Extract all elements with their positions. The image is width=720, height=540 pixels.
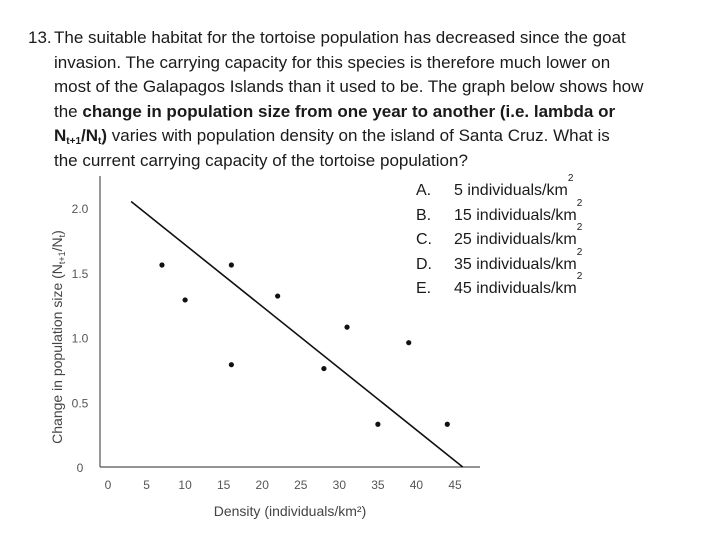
data-point: [321, 366, 326, 371]
data-point: [159, 262, 164, 267]
data-point: [275, 293, 280, 298]
x-tick-label: 15: [216, 478, 231, 492]
choice-e[interactable]: E. 45 individuals/km 2: [416, 271, 583, 297]
question-line-3: most of the Galapagos Islands than it used to be. The graph below shows how: [54, 77, 644, 96]
x-tick-label: 40: [409, 478, 424, 492]
x-tick-label: 45: [448, 478, 462, 492]
chart-marks: [131, 202, 463, 467]
question-line-4: the change in population size from one year to another (i.e. lambda or: [54, 101, 616, 121]
y-tick-label: 0.5: [71, 396, 89, 411]
data-point: [229, 262, 234, 267]
question-line-2: invasion. The carrying capacity for this species is therefore much lower on: [54, 52, 611, 72]
question-number: 13.: [28, 28, 52, 47]
x-tick-label: 10: [178, 478, 192, 492]
choice-c[interactable]: C. 25 individuals/km 2: [416, 222, 583, 248]
x-tick-label: 5: [143, 478, 150, 492]
x-axis-title: Density (individuals/km²): [213, 503, 367, 519]
x-tick-label: 20: [255, 478, 269, 492]
data-point: [229, 362, 234, 367]
data-point: [445, 422, 450, 427]
data-point: [183, 297, 188, 302]
data-point: [344, 325, 349, 330]
question-line-1: 13. The suitable habitat for the tortoise population has decreased since the goat: [28, 26, 698, 51]
choice-b[interactable]: B. 15 individuals/km 2: [416, 197, 583, 224]
choice-a[interactable]: A. 5 individuals/km 2: [416, 173, 574, 199]
y-tick-label: 1.5: [71, 266, 89, 281]
y-tick-label: 1.0: [71, 331, 89, 346]
x-tick-label: 30: [332, 478, 347, 492]
x-tick-label: 0: [104, 478, 112, 492]
y-axis-title: Change in population size $(N_{t+1}/N_t)$: [49, 230, 67, 444]
x-tick-label: 35: [371, 478, 385, 492]
data-point: [375, 422, 380, 427]
question-line-5: $N_{t+1}/N_t$) varies with population density on the island of Santa Cruz. What is: [54, 126, 610, 147]
chart-tick-labels: [72, 202, 462, 492]
question-line-6: the current carrying capacity of the tortoise population?: [54, 150, 468, 170]
y-tick-label: 2.0: [71, 202, 89, 216]
chart-axes: [100, 176, 480, 467]
trend-line: [131, 202, 463, 467]
data-point: [406, 340, 411, 345]
x-tick-label: 25: [294, 478, 308, 492]
y-tick-label: 0: [76, 461, 84, 475]
choice-d[interactable]: D. 35 individuals/km 2: [416, 246, 583, 273]
